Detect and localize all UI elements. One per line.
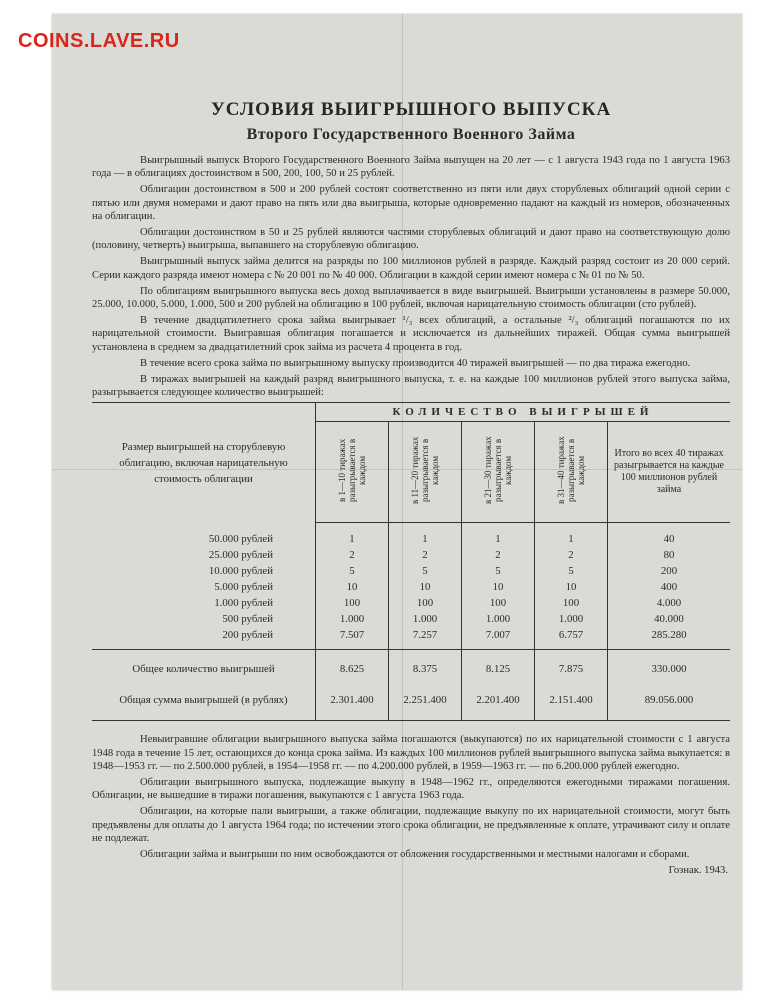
column-header-total-text: Итого во всех 40 тиражах разыгрывается на каждые 100 миллионов рублей займа xyxy=(613,448,724,496)
total-cell: 40.000 xyxy=(654,612,684,625)
value-cell: 10 xyxy=(462,579,535,595)
table-row xyxy=(92,523,730,548)
column-header-text: в 1—10 тиражах разыгрывается в каждом xyxy=(337,438,367,502)
column-header-text: в 11—20 тиражах разыгрывается в каждом xyxy=(410,436,440,505)
total-cell: 89.056.000 xyxy=(608,680,731,721)
table-row xyxy=(92,579,730,595)
total-count-row xyxy=(92,650,730,681)
column-header xyxy=(462,422,535,523)
total-cell: 40 xyxy=(663,532,675,545)
value-cell: 1 xyxy=(535,523,608,548)
value-cell: 10 xyxy=(316,579,389,595)
paragraph: В течение всего срока займа по выигрышному выпуску производится 40 тиражей выигрышей — по два тиража ежегодно. xyxy=(140,357,691,369)
column-header-text: в 31—40 тиражах разыгрывается в каждом xyxy=(556,436,586,505)
total-cell: 400 xyxy=(660,580,678,593)
value-cell: 2 xyxy=(316,547,389,563)
prize-size-cell: 50.000 рублей xyxy=(92,523,316,548)
table-row xyxy=(92,563,730,579)
value-cell: 10 xyxy=(389,579,462,595)
value-cell: 8.625 xyxy=(316,650,389,681)
value-cell: 2 xyxy=(535,547,608,563)
paragraph: Облигации достоинством в 50 и 25 рублей являются частями сторублевых облигаций и дают право на соответствующую долю (половину, четверть) выигрыша, выпавшего на сторублевую облигацию. xyxy=(92,227,730,252)
column-header-total xyxy=(608,422,731,523)
value-cell: 7.875 xyxy=(535,650,608,681)
paragraph: В тиражах выигрышей на каждый разряд выигрышного выпуска, т. е. на каждые 100 миллионов рублей этого выпуска займа, разыгрывается следующее количество выигрышей: xyxy=(92,374,730,399)
paragraph: Облигации достоинством в 500 и 200 рублей состоят соответственно из пяти или двух сторублевых облигаций одной серии с пятью или двумя номерами и дают право на пять или два выигрыша, которые одновременно падают на каждый из номеров, обозначенных на облигации. xyxy=(92,184,730,222)
prize-size-cell: 200 рублей xyxy=(92,627,316,650)
paragraph: Невыигравшие облигации выигрышного выпуска займа погашаются (выкупаются) по их нарицательной стоимости с 1 августа 1948 года в течение 15 лет, остающихся до конца срока займа. Из каждых 100 миллионов рублей выигрышного выпуска займа выкупается: в 1948—1953 гг. — по 2.500.000 рублей, в 1954—1958 гг. — по 4.200.000 рублей, в 1959—1963 гг. — по 6.200.000 рублей ежегодно. xyxy=(92,734,730,772)
value-cell: 1 xyxy=(316,523,389,548)
document-title: УСЛОВИЯ ВЫИГРЫШНОГО ВЫПУСКА xyxy=(210,99,612,120)
value-cell: 2 xyxy=(462,547,535,563)
prize-table xyxy=(92,402,730,721)
value-cell: 5 xyxy=(462,563,535,579)
column-header xyxy=(389,422,462,523)
value-cell: 2.151.400 xyxy=(535,680,608,721)
prize-size-cell: 10.000 рублей xyxy=(92,563,316,579)
total-cell: 4.000 xyxy=(656,596,682,609)
value-cell: 2 xyxy=(389,547,462,563)
table-row xyxy=(92,547,730,563)
total-cell: 330.000 xyxy=(651,662,687,675)
total-cell: 200 xyxy=(660,564,678,577)
paragraph: По облигациям выигрышного выпуска весь доход выплачивается в виде выигрышей. Выигрыши установлены в размере 50.000, 25.000, 10.000, 5.000, 1.000, 500 и 200 рублей на облигацию в 100 рублей, включая нарицательную стоимость облигации (сто рублей). xyxy=(92,285,730,311)
prize-size-header: Размер выигрышей на сторублевую облигацию, включая нарицательную стоимость облигации xyxy=(92,403,316,523)
total-sum-row xyxy=(92,680,730,721)
column-header-text: в 21—30 тиражах разыгрывается в каждом xyxy=(483,436,513,505)
value-cell: 1.000 xyxy=(316,611,389,627)
prize-size-cell: 500 рублей xyxy=(92,611,316,627)
value-cell: 1.000 xyxy=(462,611,535,627)
value-cell: 7.257 xyxy=(389,627,462,650)
value-cell: 1.000 xyxy=(535,611,608,627)
document-subtitle: Второго Государственного Военного Займа xyxy=(246,126,576,143)
paragraph: Облигации, на которые пали выигрыши, а также облигации, подлежащие выкупу по их нарицательной стоимости, могут быть предъявлены для оплаты до 1 августа 1964 года; по истечении этого срока облигации, не предъявленные к оплате, утрачивают силу и оплате не подлежат. xyxy=(92,806,730,844)
value-cell: 5 xyxy=(316,563,389,579)
value-cell: 1.000 xyxy=(389,611,462,627)
prize-count-header: КОЛИЧЕСТВО ВЫИГРЫШЕЙ xyxy=(316,403,731,422)
conditions-before-table xyxy=(92,154,730,399)
value-cell: 1 xyxy=(389,523,462,548)
total-sum-label: Общая сумма выигрышей (в рублях) xyxy=(92,680,316,721)
site-watermark: COINS.LAVE.RU xyxy=(18,30,180,52)
printer-imprint: Гознак. 1943. xyxy=(668,865,728,877)
value-cell: 7.507 xyxy=(316,627,389,650)
value-cell: 100 xyxy=(389,595,462,611)
column-header xyxy=(535,422,608,523)
prize-size-cell: 5.000 рублей xyxy=(92,579,316,595)
value-cell: 8.375 xyxy=(389,650,462,681)
value-cell: 10 xyxy=(535,579,608,595)
value-cell: 100 xyxy=(535,595,608,611)
document-content xyxy=(92,98,730,877)
table-row xyxy=(92,627,730,650)
value-cell: 100 xyxy=(316,595,389,611)
table-row xyxy=(92,611,730,627)
value-cell: 100 xyxy=(462,595,535,611)
prize-size-cell: 25.000 рублей xyxy=(92,547,316,563)
value-cell: 1 xyxy=(462,523,535,548)
value-cell: 5 xyxy=(535,563,608,579)
value-cell: 7.007 xyxy=(462,627,535,650)
paragraph: Выигрышный выпуск займа делится на разряды по 100 миллионов рублей в разряде. Каждый разряд состоит из 20 000 серий. Серии каждого разряда имеют номера с № 20 001 по № 40 000. Облигации в каждой серии имеют номера с № 01 по № 50. xyxy=(92,256,730,281)
value-cell: 2.201.400 xyxy=(462,680,535,721)
conditions-after-table xyxy=(92,733,730,861)
value-cell: 5 xyxy=(389,563,462,579)
paragraph: Выигрышный выпуск Второго Государственного Военного Займа выпущен на 20 лет — с 1 августа 1943 года по 1 августа 1963 года — в облигациях достоинством в 500, 200, 100, 50 и 25 рублей. xyxy=(92,155,730,180)
total-cell: 80 xyxy=(663,548,675,561)
value-cell: 8.125 xyxy=(462,650,535,681)
value-cell: 2.301.400 xyxy=(316,680,389,721)
table-row xyxy=(92,595,730,611)
column-header xyxy=(316,422,389,523)
total-count-label: Общее количество выигрышей xyxy=(92,650,316,681)
value-cell: 6.757 xyxy=(535,627,608,650)
value-cell: 2.251.400 xyxy=(389,680,462,721)
prize-size-cell: 1.000 рублей xyxy=(92,595,316,611)
bond-sheet xyxy=(52,14,742,990)
paragraph: Облигации займа и выигрыши по ним освобождаются от обложения государственными и местными налогами и сборами. xyxy=(140,849,690,861)
total-cell: 285.280 xyxy=(608,627,731,650)
paragraph: В течение двадцатилетнего срока займа выигрывает ¹/₃ всех облигаций, а остальные ²/₃ облигаций погашаются по их нарицательной стоимости. Выигравшая облигация погашается и исключается из дальнейших тиражей. Общая сумма выигрышей установлена в среднем за двадцатилетний срок займа из расчета 4 процента в год. xyxy=(92,315,730,353)
paragraph: Облигации выигрышного выпуска, подлежащие выкупу в 1948—1962 гг., определяются ежегодными тиражами погашения. Облигации, не вышедшие в тиражи погашения, выкупаются с 1 августа 1963 года. xyxy=(92,777,730,802)
